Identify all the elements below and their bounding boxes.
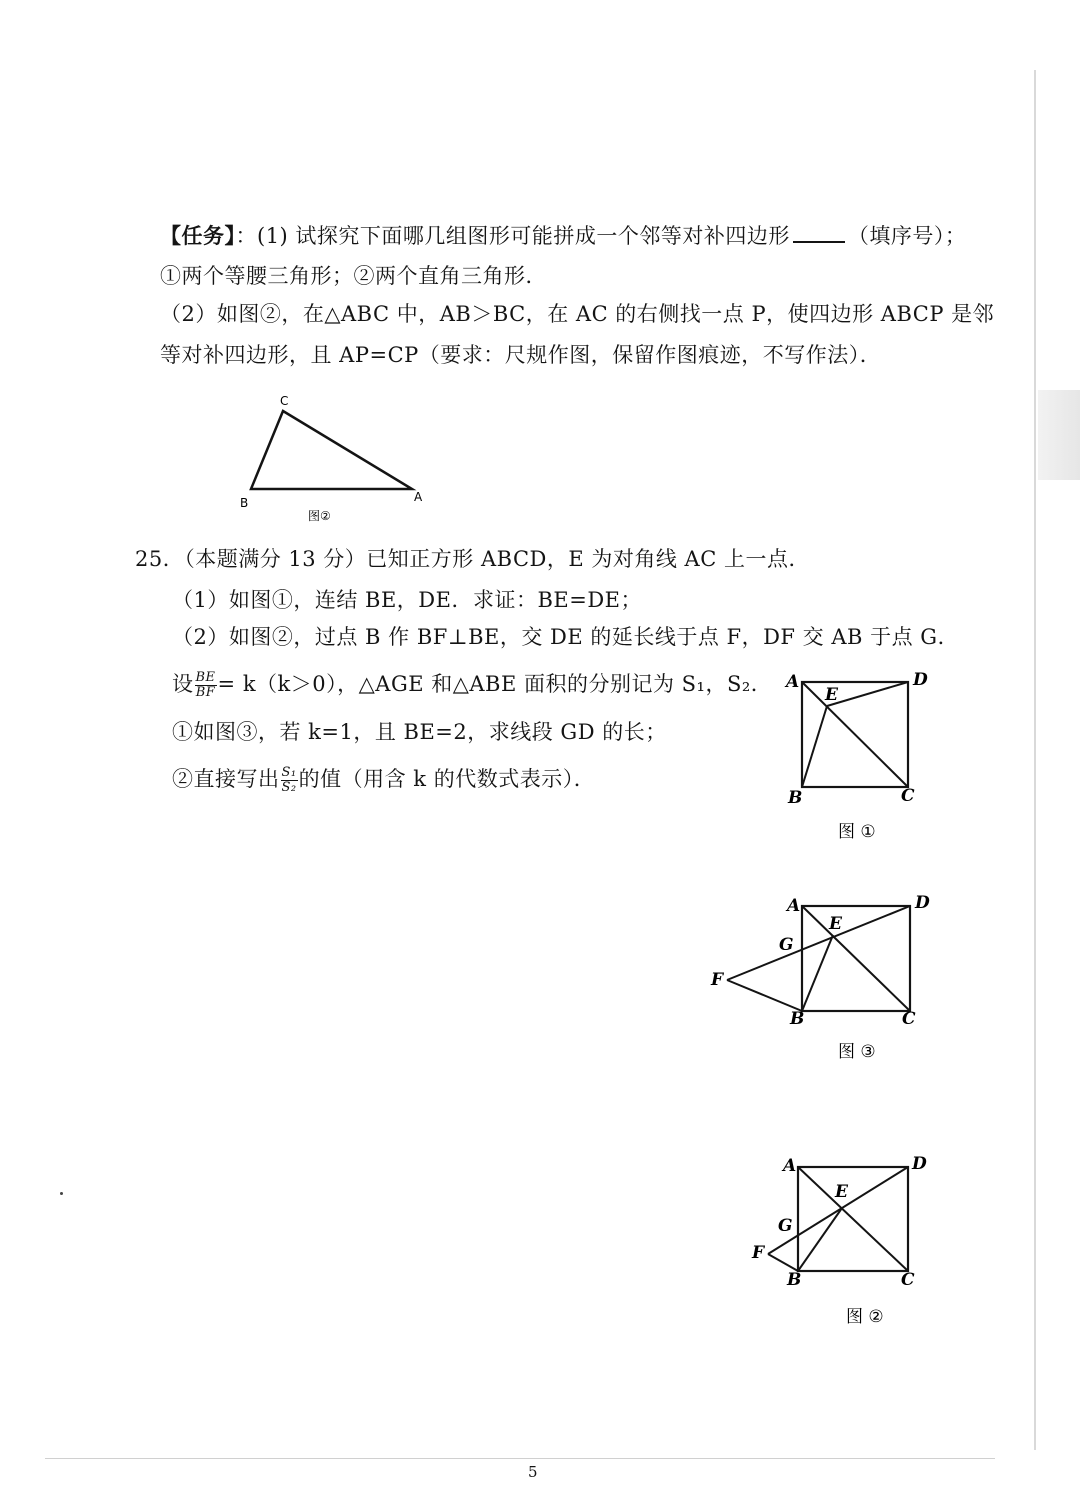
fig3-label-c: C bbox=[902, 1009, 916, 1029]
q25-set-suffix: = k（k＞0），△AGE 和△ABE 面积的分别记为 S₁，S₂． bbox=[217, 672, 773, 696]
fraction-numerator: BE bbox=[195, 670, 216, 685]
scan-speck bbox=[60, 1192, 63, 1195]
segment-be bbox=[802, 706, 827, 787]
answer-blank[interactable] bbox=[793, 223, 845, 243]
fraction-denominator: BF bbox=[195, 685, 216, 700]
segment-de bbox=[827, 682, 908, 706]
fig3-label-g: G bbox=[779, 935, 794, 955]
triangle-abc bbox=[251, 411, 412, 489]
segment-bf bbox=[768, 1254, 798, 1271]
scan-shadow bbox=[1038, 390, 1080, 480]
fig2-label-f: F bbox=[752, 1243, 765, 1263]
q25-part1: （1）如图①，连结 BE，DE．求证：BE=DE； bbox=[172, 588, 642, 612]
q25-set-prefix: 设 bbox=[172, 672, 194, 696]
triangle-label-c: C bbox=[280, 394, 289, 408]
fig2-label-g: G bbox=[778, 1216, 793, 1236]
segment-be bbox=[802, 935, 833, 1011]
triangle-caption: 图② bbox=[308, 509, 331, 523]
task-question-1 bbox=[160, 222, 966, 250]
diagonal-ac bbox=[798, 1167, 908, 1271]
fig2-label-a: A bbox=[783, 1156, 797, 1176]
fig1-label-d: D bbox=[913, 670, 928, 690]
q25-sub1: ①如图③，若 k=1，且 BE=2，求线段 GD 的长； bbox=[172, 720, 667, 744]
segment-df bbox=[768, 1167, 908, 1254]
q25-intro bbox=[135, 545, 810, 573]
task-q2-line1: （2）如图②，在△ABC 中，AB＞BC，在 AC 的右侧找一点 P，使四边形 ABCP 是邻 bbox=[160, 302, 995, 326]
triangle-figure bbox=[230, 390, 440, 525]
q25-setup bbox=[172, 670, 772, 700]
triangle-label-a: A bbox=[414, 490, 423, 504]
q25-part2: （2）如图②，过点 B 作 BF⊥BE，交 DE 的延长线于点 F，DF 交 AB 于点 G． bbox=[172, 625, 960, 649]
fig1-label-e: E bbox=[825, 685, 838, 705]
task-options: ①两个等腰三角形；②两个直角三角形． bbox=[160, 264, 547, 288]
page-number: 5 bbox=[528, 1463, 538, 1481]
task-q1-text: ：(1) 试探究下面哪几组图形可能拼成一个邻等对补四边形 bbox=[235, 224, 790, 248]
figure-2 bbox=[745, 1150, 945, 1330]
fig1-label-b: B bbox=[788, 788, 803, 808]
fig3-caption: 图 ③ bbox=[838, 1042, 876, 1062]
fig1-label-c: C bbox=[901, 786, 915, 806]
segment-be bbox=[798, 1208, 842, 1271]
task-q2-line2: 等对补四边形，且 AP=CP（要求：尺规作图，保留作图痕迹，不写作法）． bbox=[160, 343, 882, 367]
fig2-caption: 图 ② bbox=[846, 1307, 884, 1327]
fig3-label-d: D bbox=[915, 893, 930, 913]
fig3-label-e: E bbox=[829, 914, 842, 934]
fig2-label-c: C bbox=[901, 1270, 915, 1290]
fig2-label-e: E bbox=[835, 1182, 848, 1202]
figure-3 bbox=[705, 888, 945, 1068]
fig1-caption: 图 ① bbox=[838, 822, 876, 842]
segment-bf bbox=[727, 980, 802, 1011]
diagonal-ac bbox=[802, 906, 910, 1011]
fraction-be-bf bbox=[195, 671, 217, 700]
fig2-label-b: B bbox=[787, 1270, 802, 1290]
fig3-label-b: B bbox=[790, 1009, 805, 1029]
fraction-denominator: S₂ bbox=[281, 780, 297, 795]
fig3-label-a: A bbox=[787, 896, 801, 916]
q25-sub2-prefix: ②直接写出 bbox=[172, 767, 280, 791]
fig1-label-a: A bbox=[786, 672, 800, 692]
q25-number: 25． bbox=[135, 547, 185, 571]
q25-intro-text: （本题满分 13 分）已知正方形 ABCD，E 为对角线 AC 上一点． bbox=[184, 547, 810, 571]
q25-sub2-suffix: 的值（用含 k 的代数式表示）． bbox=[298, 767, 596, 791]
figure-1 bbox=[770, 665, 940, 845]
task-q1-tail: （填序号）； bbox=[847, 224, 967, 248]
q25-sub2 bbox=[172, 765, 595, 795]
fraction-s1-s2 bbox=[281, 766, 298, 795]
triangle-label-b: B bbox=[240, 496, 249, 510]
fraction-numerator: S₁ bbox=[281, 765, 297, 780]
right-margin-rule bbox=[1034, 70, 1036, 1450]
fig3-label-f: F bbox=[711, 970, 724, 990]
task-heading: 【任务】 bbox=[160, 223, 236, 248]
fig2-label-d: D bbox=[912, 1154, 927, 1174]
footer-rule bbox=[45, 1458, 995, 1459]
